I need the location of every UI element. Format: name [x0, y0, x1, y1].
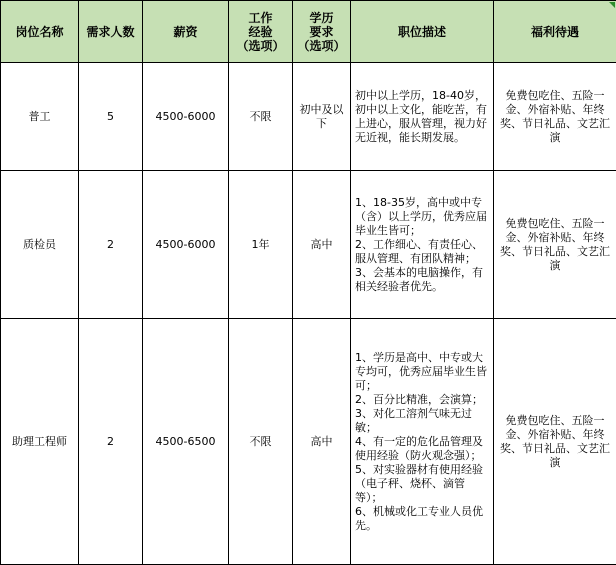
cell-position: 普工	[1, 63, 79, 171]
cell-comment-marker	[609, 2, 615, 8]
cell-benefits: 免费包吃住、五险一金、外宿补贴、年终奖、节日礼品、文艺汇演	[494, 171, 616, 319]
header-headcount: 需求人数	[79, 1, 143, 63]
header-position: 岗位名称	[1, 1, 79, 63]
cell-description	[351, 319, 494, 565]
table-row	[1, 319, 616, 565]
header-row	[1, 1, 616, 63]
cell-experience: 不限	[229, 63, 293, 171]
cell-education: 高中	[293, 171, 351, 319]
cell-position: 助理工程师	[1, 319, 79, 565]
description-line: 3、会基本的电脑操作，有相关经验者优先。	[355, 266, 489, 294]
table-row	[1, 63, 616, 171]
header-education	[293, 1, 351, 63]
cell-education: 初中及以下	[293, 63, 351, 171]
description-line: 初中以上学历，18-40岁，初中以上文化，能吃苦，有上进心，服从管理，视力好无近视，能长期发展。	[355, 89, 489, 145]
cell-benefits: 免费包吃住、五险一金、外宿补贴、年终奖、节日礼品、文艺汇演	[494, 319, 616, 565]
header-education-line: （选项）	[296, 39, 347, 53]
cell-benefits: 免费包吃住、五险一金、外宿补贴、年终奖、节日礼品、文艺汇演	[494, 63, 616, 171]
cell-headcount: 2	[79, 319, 143, 565]
cell-salary: 4500-6500	[143, 319, 229, 565]
header-education-line: 学历	[296, 11, 347, 25]
description-line: 2、百分比精准，会演算；	[355, 393, 489, 407]
cell-headcount: 2	[79, 171, 143, 319]
header-description: 职位描述	[351, 1, 494, 63]
header-benefits	[494, 1, 616, 63]
description-line: 6、机械或化工专业人员优先。	[355, 505, 489, 533]
description-line: 1、18-35岁，高中或中专（含）以上学历，优秀应届毕业生皆可；	[355, 196, 489, 238]
description-line: 2、工作细心、有责任心、服从管理、有团队精神；	[355, 238, 489, 266]
header-experience-line: 经验	[232, 25, 289, 39]
cell-experience: 1年	[229, 171, 293, 319]
header-salary: 薪资	[143, 1, 229, 63]
header-benefits-label: 福利待遇	[531, 25, 579, 39]
cell-position: 质检员	[1, 171, 79, 319]
description-line: 5、对实验器材有使用经验（电子秤、烧杯、滴管等）；	[355, 463, 489, 505]
cell-experience: 不限	[229, 319, 293, 565]
cell-salary: 4500-6000	[143, 171, 229, 319]
cell-salary: 4500-6000	[143, 63, 229, 171]
cell-education: 高中	[293, 319, 351, 565]
description-line: 4、有一定的危化品管理及使用经验（防火观念强）；	[355, 435, 489, 463]
header-experience	[229, 1, 293, 63]
table-row	[1, 171, 616, 319]
header-experience-line: 工作	[232, 11, 289, 25]
description-line: 3、对化工溶剂气味无过敏；	[355, 407, 489, 435]
cell-headcount: 5	[79, 63, 143, 171]
header-experience-line: （选项）	[232, 39, 289, 53]
description-line: 1、学历是高中、中专或大专均可，优秀应届毕业生皆可；	[355, 351, 489, 393]
cell-description	[351, 171, 494, 319]
cell-description	[351, 63, 494, 171]
header-education-line: 要求	[296, 25, 347, 39]
